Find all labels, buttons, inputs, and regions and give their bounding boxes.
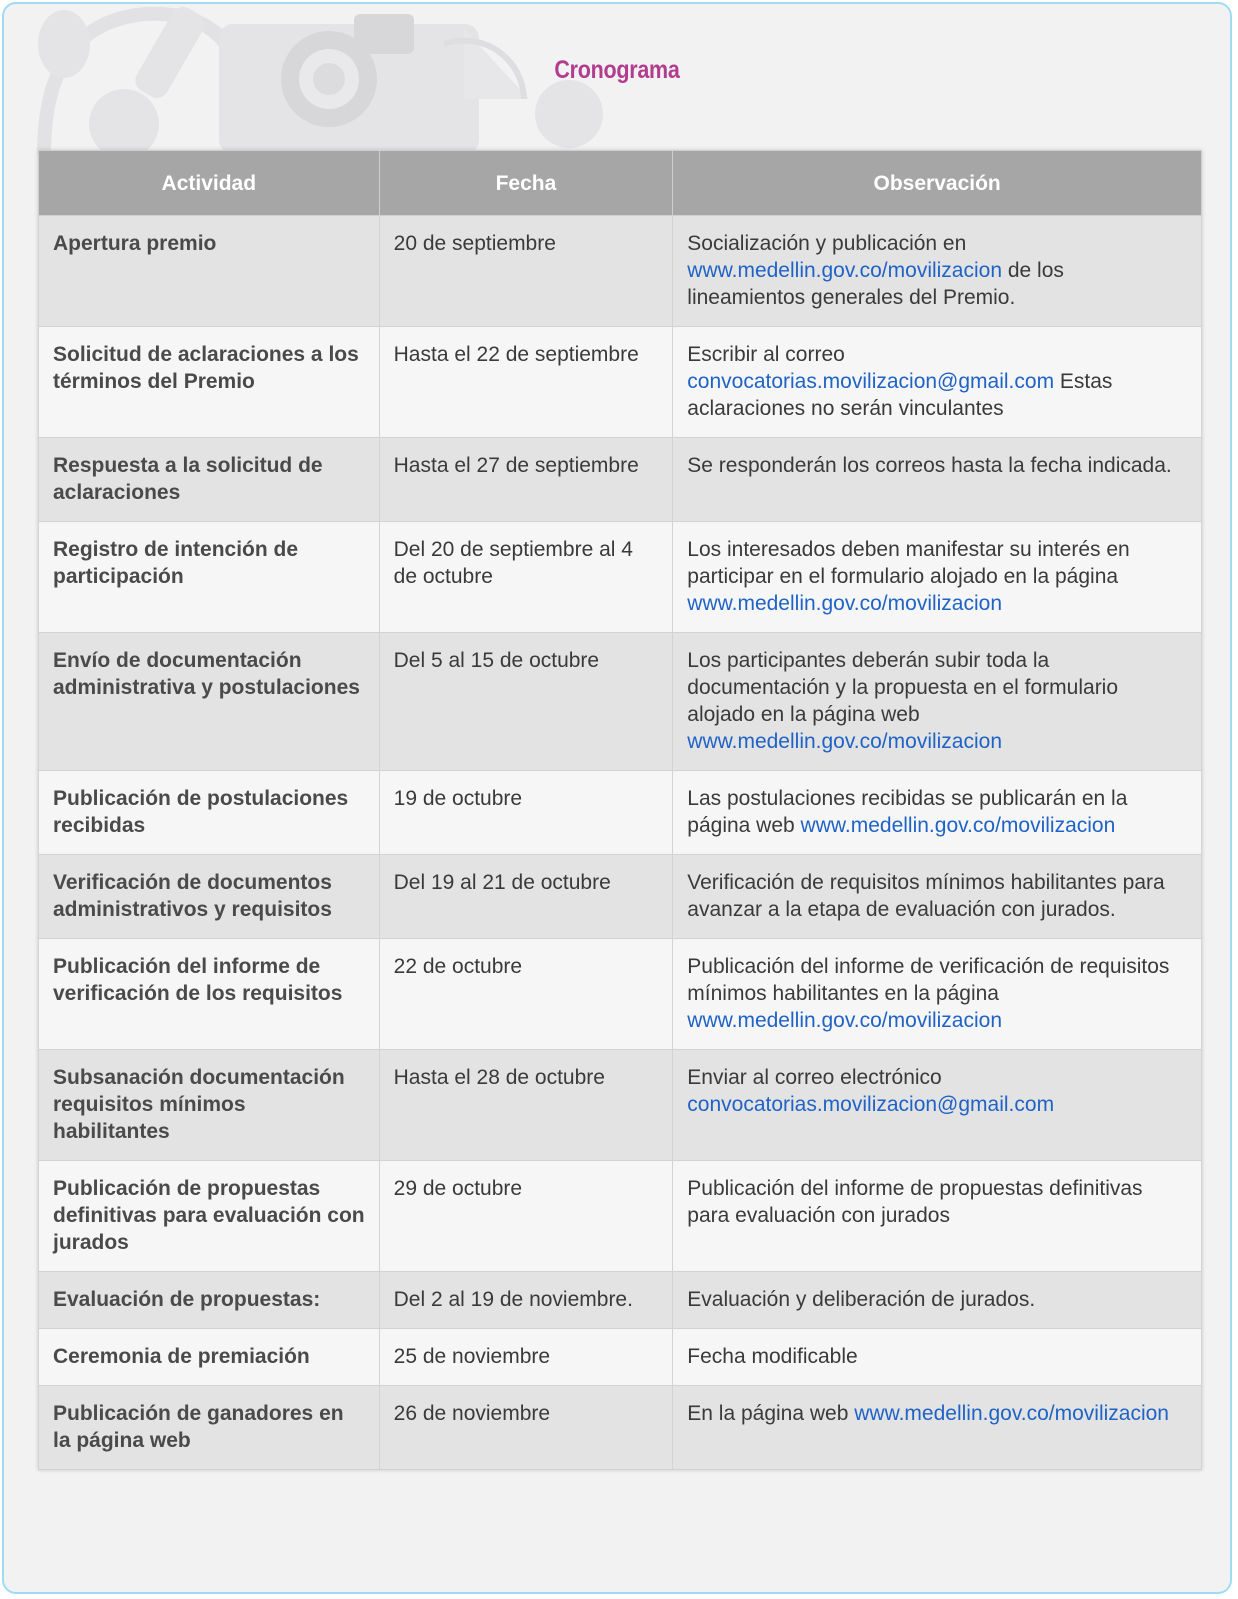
activity-cell: Publicación del informe de verificación de los requisitos	[39, 939, 380, 1050]
date-cell: 25 de noviembre	[379, 1329, 673, 1386]
observation-cell	[673, 633, 1202, 771]
activity-cell: Verificación de documentos administrativos y requisitos	[39, 855, 380, 939]
observation-cell	[673, 1050, 1202, 1161]
observation-text: En la página web	[687, 1402, 855, 1425]
observation-cell	[673, 522, 1202, 633]
observation-text: Se responderán los correos hasta la fecha indicada.	[687, 454, 1172, 477]
observation-text: Publicación del informe de propuestas definitivas para evaluación con jurados	[687, 1177, 1143, 1227]
table-row	[39, 216, 1202, 327]
date-cell: Hasta el 22 de septiembre	[379, 327, 673, 438]
observation-link[interactable]: convocatorias.movilizacion@gmail.com	[687, 370, 1055, 393]
date-cell: 22 de octubre	[379, 939, 673, 1050]
activity-cell: Solicitud de aclaraciones a los términos del Premio	[39, 327, 380, 438]
activity-cell: Respuesta a la solicitud de aclaraciones	[39, 438, 380, 522]
observation-link[interactable]: www.medellin.gov.co/movilizacion	[854, 1402, 1169, 1425]
observation-cell	[673, 216, 1202, 327]
column-header-observation: Observación	[673, 151, 1202, 216]
observation-text: Fecha modificable	[687, 1345, 858, 1368]
column-header-activity: Actividad	[39, 151, 380, 216]
observation-text: Publicación del informe de verificación de requisitos mínimos habilitantes en la página	[687, 955, 1170, 1005]
table-row	[39, 1386, 1202, 1470]
table-row	[39, 771, 1202, 855]
table-row	[39, 1329, 1202, 1386]
table-header-row	[39, 151, 1202, 216]
table-row	[39, 855, 1202, 939]
activity-cell: Subsanación documentación requisitos mínimos habilitantes	[39, 1050, 380, 1161]
date-cell: 29 de octubre	[379, 1161, 673, 1272]
observation-link[interactable]: www.medellin.gov.co/movilizacion	[687, 730, 1003, 753]
observation-link[interactable]: www.medellin.gov.co/movilizacion	[687, 592, 1003, 615]
table-row	[39, 522, 1202, 633]
activity-cell: Registro de intención de participación	[39, 522, 380, 633]
date-cell: 20 de septiembre	[379, 216, 673, 327]
date-cell: Del 20 de septiembre al 4 de octubre	[379, 522, 673, 633]
date-cell: 26 de noviembre	[379, 1386, 673, 1470]
observation-text: Evaluación y deliberación de jurados.	[687, 1288, 1036, 1311]
activity-cell: Evaluación de propuestas:	[39, 1272, 380, 1329]
date-cell: Del 19 al 21 de octubre	[379, 855, 673, 939]
table-row	[39, 438, 1202, 522]
column-header-date: Fecha	[379, 151, 673, 216]
activity-cell: Publicación de postulaciones recibidas	[39, 771, 380, 855]
table-row	[39, 1272, 1202, 1329]
date-cell: 19 de octubre	[379, 771, 673, 855]
page-title: Cronograma	[554, 56, 680, 84]
observation-text: Escribir al correo	[687, 343, 845, 366]
table-row	[39, 1161, 1202, 1272]
date-cell: Del 2 al 19 de noviembre.	[379, 1272, 673, 1329]
schedule-table	[38, 150, 1202, 1470]
observation-cell	[673, 855, 1202, 939]
observation-cell	[673, 771, 1202, 855]
activity-cell: Apertura premio	[39, 216, 380, 327]
table-row	[39, 633, 1202, 771]
observation-text: Enviar al correo electrónico	[687, 1066, 942, 1089]
table-body	[39, 216, 1202, 1470]
observation-text: de los lineamientos generales del Premio.	[687, 259, 1064, 309]
date-cell: Hasta el 27 de septiembre	[379, 438, 673, 522]
observation-cell	[673, 1272, 1202, 1329]
observation-text: Socialización y publicación en	[687, 232, 967, 255]
date-cell: Del 5 al 15 de octubre	[379, 633, 673, 771]
observation-text: Los participantes deberán subir toda la documentación y la propuesta en el formulario alojado en la página web	[687, 649, 1119, 726]
observation-cell	[673, 438, 1202, 522]
activity-cell: Envío de documentación administrativa y postulaciones	[39, 633, 380, 771]
activity-cell: Ceremonia de premiación	[39, 1329, 380, 1386]
activity-cell: Publicación de propuestas definitivas para evaluación con jurados	[39, 1161, 380, 1272]
date-cell: Hasta el 28 de octubre	[379, 1050, 673, 1161]
observation-link[interactable]: www.medellin.gov.co/movilizacion	[800, 814, 1116, 837]
observation-text: Estas aclaraciones no serán vinculantes	[687, 370, 1113, 420]
observation-link[interactable]: www.medellin.gov.co/movilizacion	[687, 1009, 1003, 1032]
observation-text: Los interesados deben manifestar su interés en participar en el formulario alojado en la página	[687, 538, 1130, 588]
activity-cell: Publicación de ganadores en la página web	[39, 1386, 380, 1470]
table-row	[39, 1050, 1202, 1161]
observation-cell	[673, 1329, 1202, 1386]
table-row	[39, 939, 1202, 1050]
observation-cell	[673, 327, 1202, 438]
observation-text: Las postulaciones recibidas se publicarán en la página web	[687, 787, 1128, 837]
observation-link[interactable]: convocatorias.movilizacion@gmail.com	[687, 1093, 1055, 1116]
observation-cell	[673, 939, 1202, 1050]
observation-link[interactable]: www.medellin.gov.co/movilizacion	[687, 259, 1003, 282]
observation-text: Verificación de requisitos mínimos habilitantes para avanzar a la etapa de evaluación con jurados.	[687, 871, 1165, 921]
observation-cell	[673, 1386, 1202, 1470]
observation-cell	[673, 1161, 1202, 1272]
table-row	[39, 327, 1202, 438]
